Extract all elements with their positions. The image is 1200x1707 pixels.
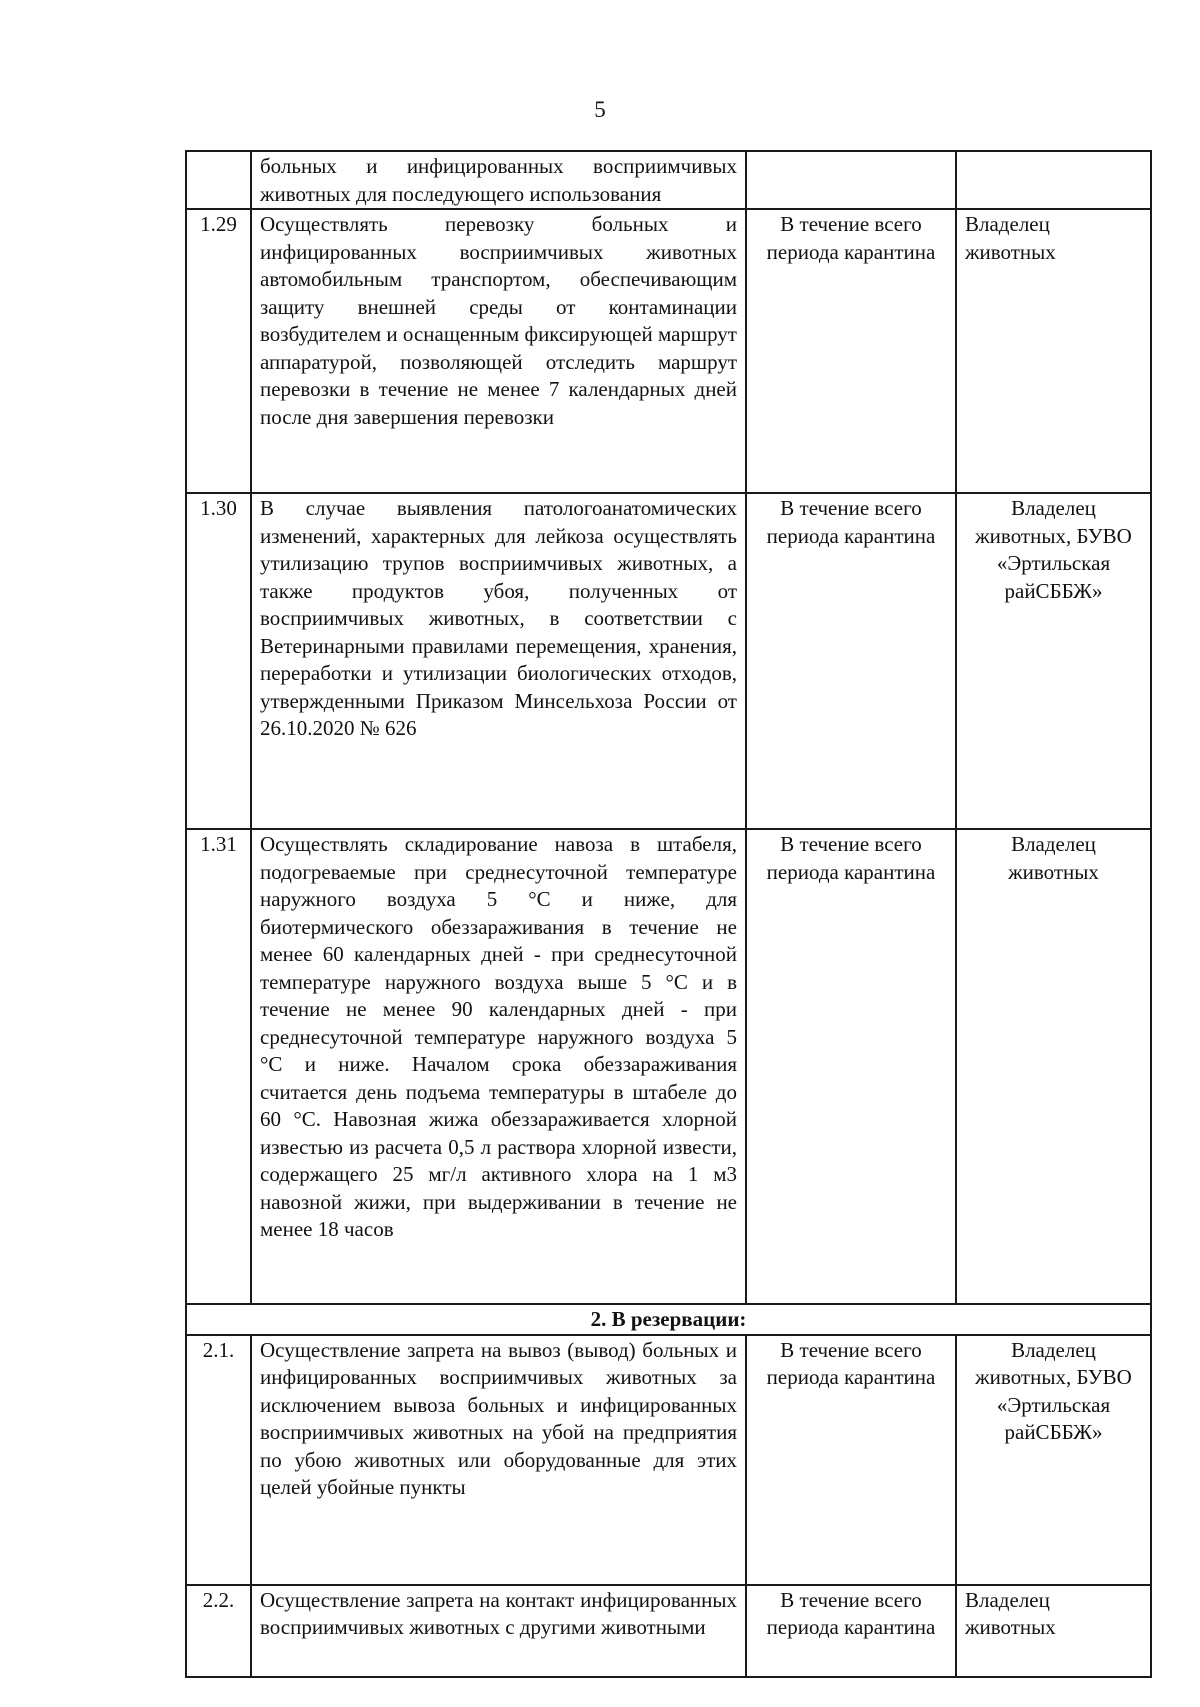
table-row (186, 493, 1151, 829)
table-row (186, 209, 1151, 493)
measure-responsible: Владелец животных, БУВО «Эртильская райСББЖ» (956, 493, 1151, 829)
measure-deadline: В течение всего периода карантина (746, 209, 956, 493)
measure-text: Осуществлять складирование навоза в штабеля, подогреваемые при среднесуточной температуре наружного воздуха 5 °С и ниже, для биотермического обеззараживания в течение не менее 60 календарных дней - при среднесуточной температуре наружного воздуха выше 5 °С и в течение не менее 90 календарных дней - при среднесуточной температуре наружного воздуха 5 °С и ниже. Началом срока обеззараживания считается день подъема температуры в штабеле до 60 °С. Навозная жижа обеззараживается хлорной известью из расчета 0,5 л раствора хлорной извести, содержащего 25 мг/л активного хлора на 1 м3 навозной жижи, при выдерживании в течение не менее 18 часов (251, 829, 746, 1304)
table-row (186, 151, 1151, 209)
measure-responsible: Владелец животных (956, 829, 1151, 1304)
row-number (186, 151, 251, 209)
section-header-row (186, 1304, 1151, 1335)
row-number: 1.30 (186, 493, 251, 829)
measure-deadline: В течение всего периода карантина (746, 829, 956, 1304)
row-number: 1.31 (186, 829, 251, 1304)
table-row (186, 829, 1151, 1304)
table-row (186, 1585, 1151, 1677)
measure-deadline: В течение всего периода карантина (746, 1585, 956, 1677)
row-number: 2.2. (186, 1585, 251, 1677)
row-number: 1.29 (186, 209, 251, 493)
measure-responsible (956, 151, 1151, 209)
measure-deadline (746, 151, 956, 209)
row-number: 2.1. (186, 1335, 251, 1585)
measure-text: Осуществление запрета на контакт инфицированных восприимчивых животных с другими животными (251, 1585, 746, 1677)
measure-text: В случае выявления патологоанатомических изменений, характерных для лейкоза осуществлять утилизацию трупов восприимчивых животных, а также продуктов убоя, полученных от восприимчивых животных, в соответствии с Ветеринарными правилами перемещения, хранения, переработки и утилизации биологических отходов, утвержденными Приказом Минсельхоза России от 26.10.2020 № 626 (251, 493, 746, 829)
measure-deadline: В течение всего периода карантина (746, 493, 956, 829)
measure-text: Осуществление запрета на вывоз (вывод) больных и инфицированных восприимчивых животных за исключением вывоза больных и инфицированных восприимчивых животных на убой на предприятия по убою животных или оборудованные для этих целей убойные пункты (251, 1335, 746, 1585)
measure-deadline: В течение всего периода карантина (746, 1335, 956, 1585)
measures-table (185, 150, 1152, 1678)
section-title: 2. В резервации: (186, 1304, 1151, 1335)
measure-responsible: Владелец животных (956, 209, 1151, 493)
page-number: 5 (594, 97, 606, 122)
table-row (186, 1335, 1151, 1585)
measure-text: больных и инфицированных восприимчивых животных для последующего использования (251, 151, 746, 209)
measure-text: Осуществлять перевозку больных и инфицированных восприимчивых животных автомобильным транспортом, обеспечивающим защиту внешней среды от контаминации возбудителем и оснащенным фиксирующей маршрут аппаратурой, позволяющей отследить маршрут перевозки в течение не менее 7 календарных дней после дня завершения перевозки (251, 209, 746, 493)
measure-responsible: Владелец животных, БУВО «Эртильская райСББЖ» (956, 1335, 1151, 1585)
measure-responsible: Владелец животных (956, 1585, 1151, 1677)
